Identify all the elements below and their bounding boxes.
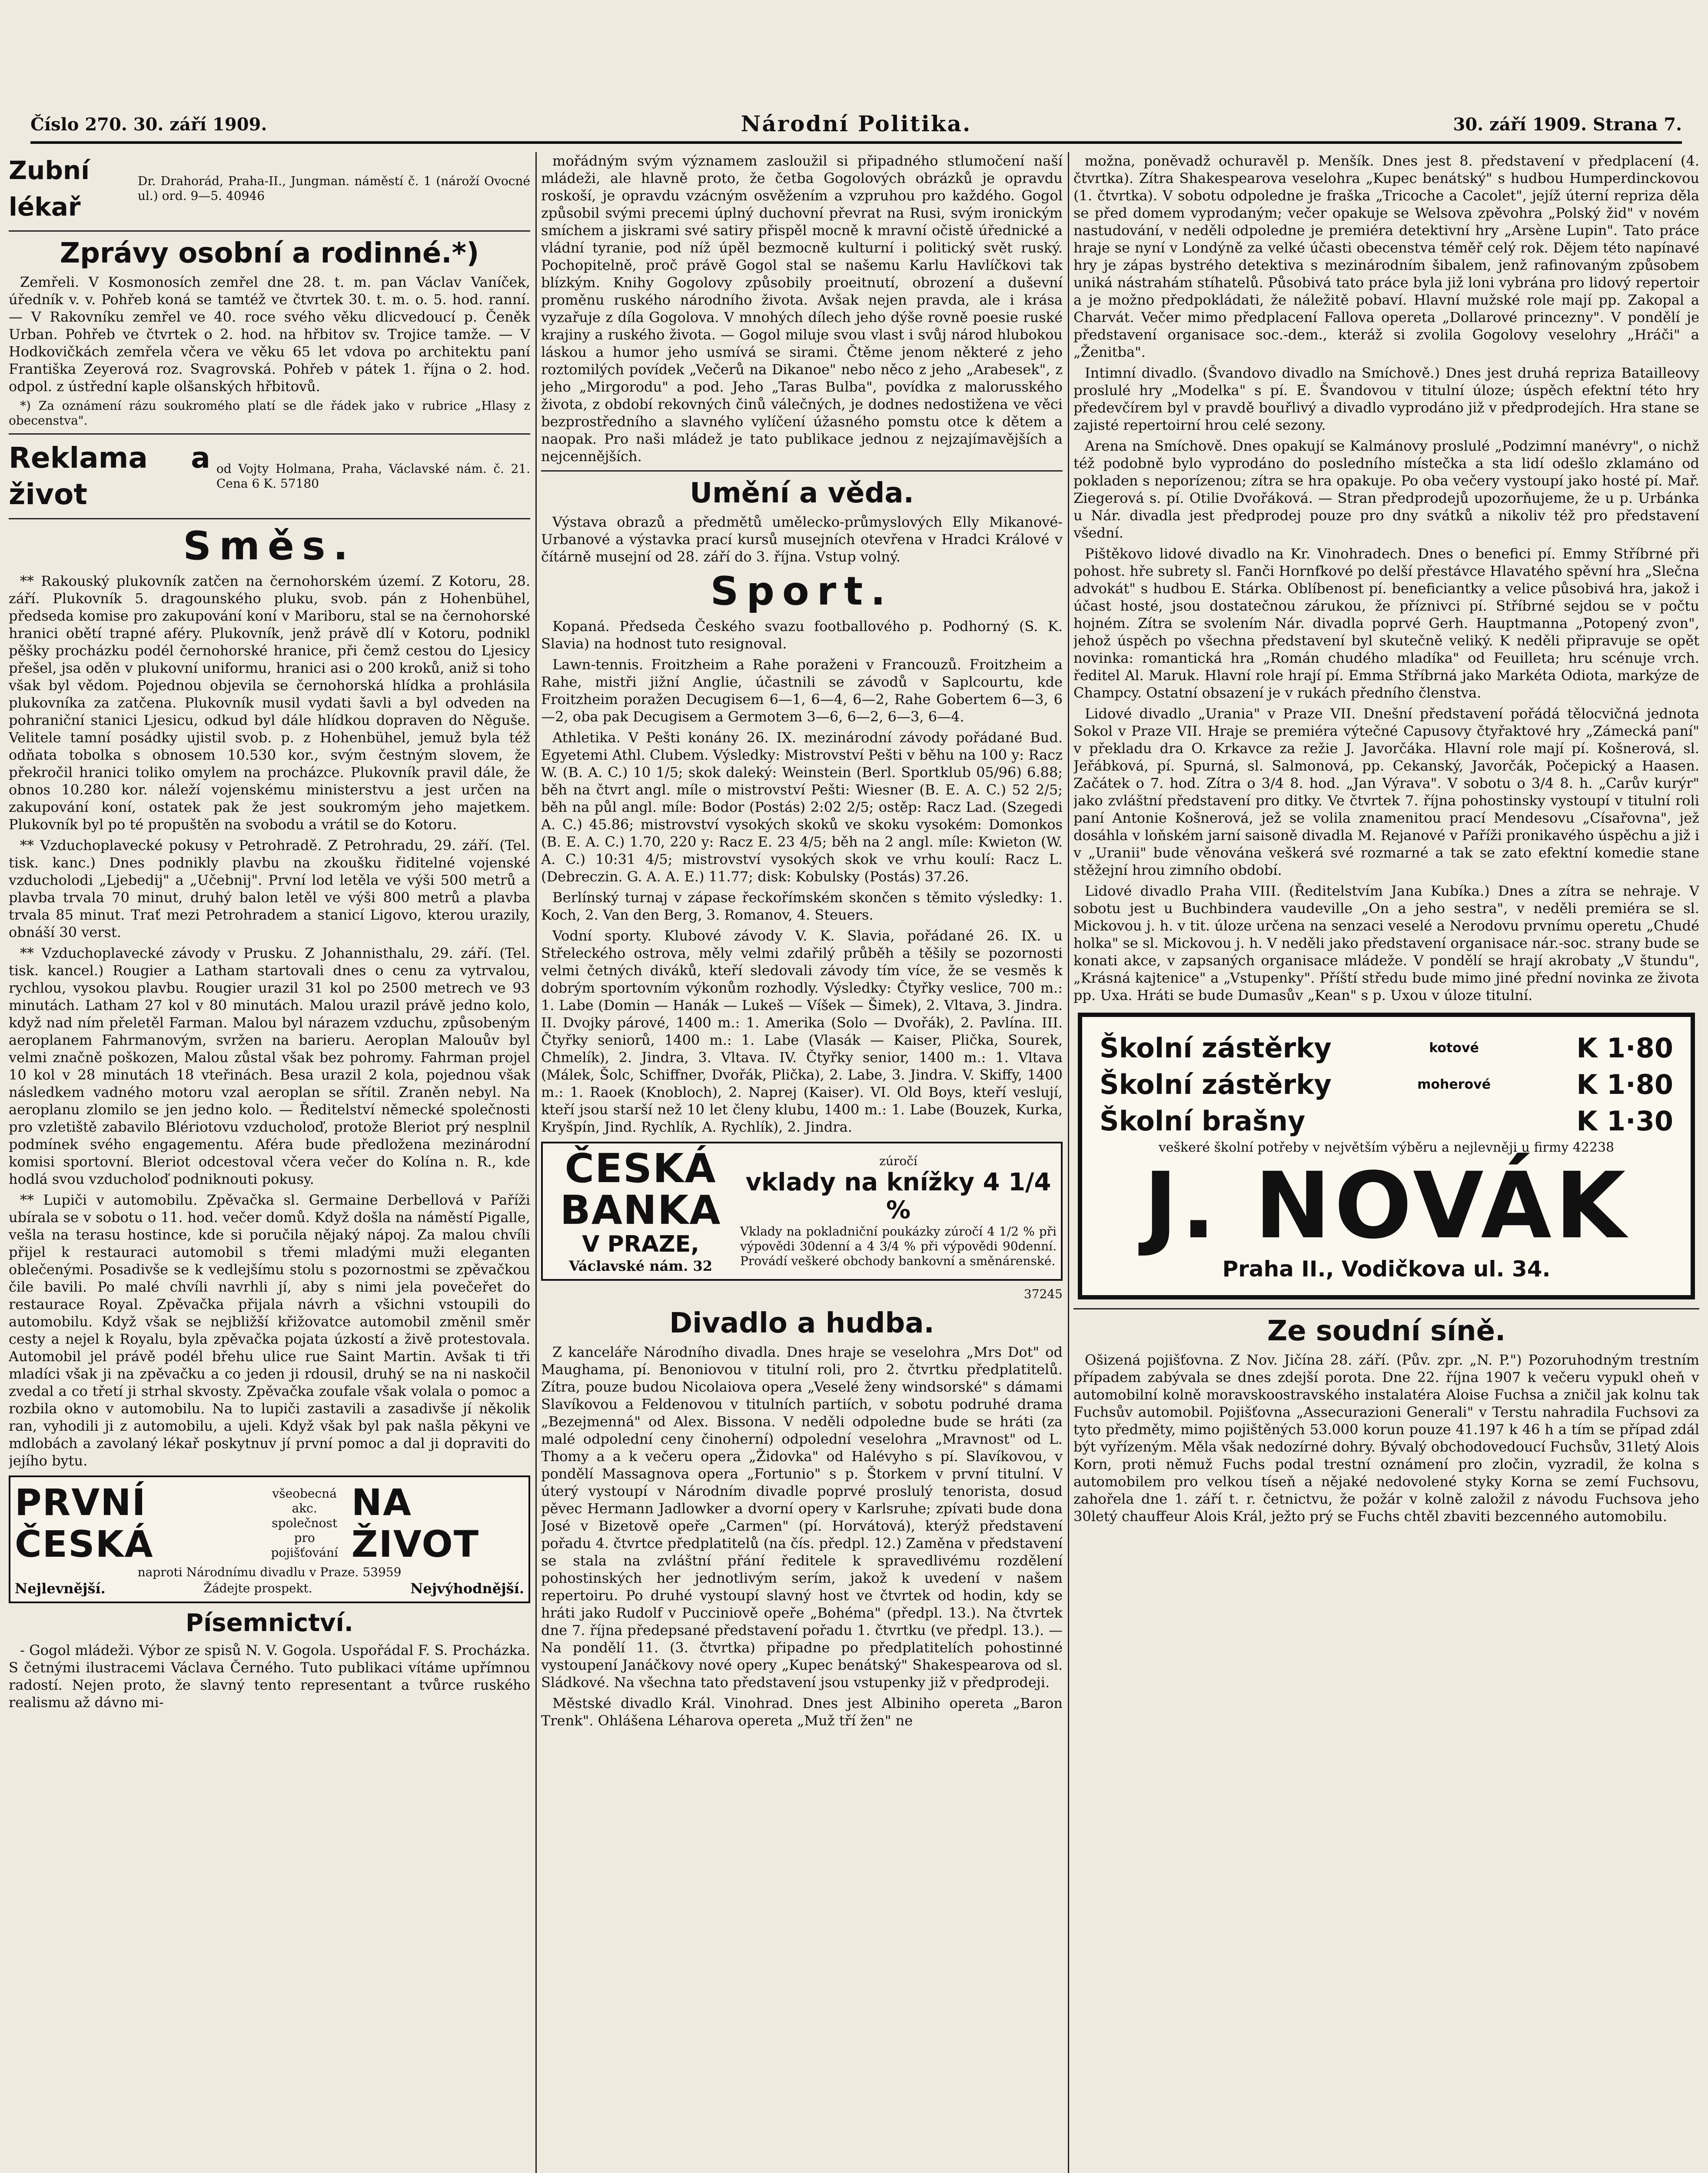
- soud-heading: Ze soudní síně.: [1267, 1315, 1506, 1347]
- ad-prvni-right: NA ŽIVOT: [351, 1481, 480, 1565]
- masthead: [30, 111, 1682, 144]
- smes-heading: Směs.: [183, 523, 356, 569]
- banka-right-text: Vklady na pokladniční poukázky zúročí 4 1/2 % při výpovědi 30denní a 4 3/4 % při výpovědi 90denní. Provádí veškeré obchody bankovní a směnárenské.: [740, 1224, 1057, 1268]
- novak-item-sub: moherové: [1417, 1077, 1491, 1092]
- novak-row: [1100, 1067, 1673, 1103]
- pisemnictvi-text: - Gogol mládeži. Výbor ze spisů N. V. Gogola. Uspořádal F. S. Procházka. S četnými ilustracemi Václava Černého. Tuto publikaci vítáme upřímnou radostí. Nejen proto, že slavný tento representant a tvůrce ruského realismu až dávno mi-: [9, 1642, 530, 1711]
- smes-article: ** Rakouský plukovník zatčen na černohorském území. Z Kotoru, 28. září. Plukovník 5. dragounského pluku, svob. pán z Hohenbühel, předseda komise pro zakupování koní v Mariboru, stal se na černohorské hranici obětí trapné aféry. Plukovník, jenž právě dlí v Kotoru, podnikl pěšky procházku podél černohorské hranice, při čemž cestou do Ljesicy přešel, jsa oděn v plukovní uniformu, hranici asi o 200 kroků, aniž si toho však byl vědom. Pojednou objevila se černohorská hlídka a prohlásila plukovníka za zatčena. Plukovník musil vydati šavli a byl odveden na pohraniční stanici Ljesicu, odkud byl dále hlídkou dopraven do Něguše. Velitele tamní posádky ujistil svob. p. z Hohenbühel, jemuž byla též odňata tobolka s obnosem 10.530 kor., svým čestným slovem, že překročil hranici toliko omylem na procházce. Plukovník pravil dále, že obnos 10.280 kor. náleží vojenskému ministerstvu a jest určen na zakupování koní, ostatek pak že jest soukromým jeho majetkem. Plukovník byl po té propuštěn na svobodu a vrátil se do Kotoru.: [9, 573, 530, 833]
- soud-article: Ošizená pojišťovna. Z Nov. Jičína 28. září. (Pův. zpr. „N. P.") Pozoruhodným trestním případem zabývala se dnes zdejší porota. Dne 22. října 1907 k večeru vypukl oheň v automobilní kolně moravskoostravského instalatéra Aloise Fuchsa a zničil jak kolnu tak Fuchsův automobil. Pojišťovna „Assecurazioni Generali" v Terstu nahradila Fuchsovi za tyto předměty, mimo pojištěných 53.000 korun pouze 41.197 k 46 h a tím se případ zdál být vyřízeným. Měla však nedozírné dohry. Bývalý obchodovedoucí Fuchsův, 31letý Alois Korn, proti němuž Fuchs podal trestní oznámení pro zločin, vyzradil, že kolna s automobilem pro velkou tíseň a nějaké nedovolené styky Korna se zemí Fuchsovu, zahořela dne 1. září t. r. četnictvu, že požár v kolně založil z návodu Fuchsova jeho 30letý chauffeur Alois Král, ježto prý se Fuchs chtěl zbaviti bezcenného automobilu.: [1073, 1352, 1699, 1525]
- smes-article: ** Vzduchoplavecké pokusy v Petrohradě. Z Petrohradu, 29. září. (Tel. tisk. kanc.) Dnes podnikly plavbu na zkoušku řiditelné vojenské vzducholodi „Ljebedij" a „Učebnij". První lod letěla ve výši 500 metrů a plavba trvala 70 minut, druhý balon letěl ve výši 800 metrů a plavba trvala 85 minut. Trať mezi Petrohradem a stanicí Ligovo, kterou urazily, obnáší 30 verst.: [9, 837, 530, 940]
- sport-article: Berlínský turnaj v zápase řeckořímském skončen s těmito výsledky: 1. Koch, 2. Van den Berg, 3. Romanov, 4. Steuers.: [541, 889, 1063, 923]
- theatre-article: Arena na Smíchově. Dnes opakují se Kalmánovy proslulé „Podzimní manévry", o nichž též podobně bylo vyprodáno do posledního místečka a sta lidí odešlo zklamáno od pokladen s neporízenou; zítra se hra opakuje. Po oba večery vystoupí jako hosté pí. Mař. Ziegerová s. pí. Otilie Dvořáková. — Stran předprodejů upozorňujeme, že u p. Urbánka u Nár. divadla jest předprodej pouze pro dny svátků a nikoliv též pro představení všední.: [1073, 438, 1699, 541]
- newspaper-title: Národní Politika.: [741, 111, 972, 136]
- ad-prvni-foot-right: Nejvýhodnější.: [410, 1580, 524, 1597]
- banka-number: 37245: [1023, 1287, 1063, 1301]
- novak-name: J. NOVÁK: [1143, 1153, 1629, 1259]
- banka-addr: Václavské nám. 32: [569, 1258, 712, 1274]
- column-divider: [535, 152, 537, 2173]
- smes-article: ** Vzduchoplavecké závody v Prusku. Z Johannisthalu, 29. září. (Tel. tisk. kancel.) Rougier a Latham startovali dnes o cenu za vytrvalou, rychlou, vysokou plavbu. Rougier urazil 31 kol po 2500 metrech ve 93 minutách. Latham 27 kol v 80 minutách. Malou urazil právě jedno kolo, když nad ním přeletěl Farman. Malou byl nárazem vzduchu, způsobeným aeroplanem Fahrmanovým, svržen na barieru. Aeroplan Malouův byl velmi značně poškozen, Malou zůstal však bez pohromy. Fahrman projel 10 kol v 28 minutách 18 vteřinách. Besa urazil 2 kola, pojednou však následkem vadného motoru vzal aeroplan se sřítil. Zraněn nebyl. Na aeroplanu zlomilo se jen jedno kolo. — Ředitelství německé společnosti pro vzletiště zabavilo Blériotovu vzducholoď, protože Bleriot prý nesplnil podmínek svého engagementu. Aféra bude předložena mezinárodní komisi sportovní. Bleriot odcestoval včera večer do Kolína n. R., kde hodlá svou vzducholoď podniknouti pokusy.: [9, 945, 530, 1187]
- novak-item: Školní zástěrky: [1100, 1069, 1332, 1100]
- umeni-text: Výstava obrazů a předmětů umělecko-průmyslových Elly Mikanové-Urbanové a výstavka prací kursů musejních otevřena v Hradci Králové v čítárně musejní od 28. září do 3. října. Vstup volný.: [541, 514, 1063, 565]
- novak-row: [1100, 1030, 1673, 1067]
- issue-info: Číslo 270. 30. září 1909.: [30, 114, 267, 135]
- column-2: [541, 152, 1063, 2173]
- reklama-title: Reklama a život: [9, 441, 210, 511]
- novak-desc: veškeré školní potřeby v největším výběru a nejlevněji u firmy 42238: [1158, 1140, 1615, 1155]
- page-number: 30. září 1909. Strana 7.: [1453, 114, 1682, 135]
- theatre-article: Lidové divadlo Praha VIII. (Ředitelstvím Jana Kubíka.) Dnes a zítra se nehraje. V sobotu jest u Buchbindera vaudeville „On a jeho sestra", v neděli premiéra se sl. Mickovou j. h. v tit. úloze určena na senzaci veselé a Nerodovu prvnímu operetu „Chudé holka" se sl. Mickovou j. h. V neděli jako představení organisace nár.-soc. strany bude se konati akce, v zapsaných organisace mládeže. V pondělí se hrají akrobaty „V štundu", „Krásná kajtenice" a „Vstupenky". Příští středu bude mimo jiné přední novinka ze života pp. Uxa. Hráti se bude Dumasův „Kean" s p. Uxou v úloze titulní.: [1073, 883, 1699, 1003]
- smes-article: ** Lupiči v automobilu. Zpěvačka sl. Germaine Derbellová v Paříži ubírala se v sobotu o 11. hod. večer domů. Když došla na náměstí Pigalle, vešla na terasu hostince, kde si poručila nějaký nápoj. Za malou chvíli přijel k restauraci automobil s třemi mladými muži eleganten oblečenými. Posadivše se k vedlejšímu stolu s pozornostmi se zpěvačkou čile bavili. Po malé chvíli navrhli jí, aby s nimi jela povečeřet do restaurace Royal. Zpěvačka přijala návrh a všichni vstoupili do automobilu. Když však se nejbližší křižovatce automobil změnil směr cesty a nejel k Royalu, byla zpěvačka pojata úzkostí a živě protestovala. Automobil jel právě podél břehu ulice rue Saint Martin. Avšak ti tři mladíci však ji na zpěvačku a co jeden ji rdousil, druhý se na ni naskočil zvedal a co třetí ji strhal skvosty. Zpěvačka zoufale však volala o pomoc a rozbila okno v automobilu. Na to lupiči zastavili a zasadivše jí několik ran, vyhodili ji z automobilu, a ujeli. Když však byl pak našla pěkyni ve mdlobách a zavolaný lékař poskytnuv jí první pomoc a dal ji dopraviti do jejího bytu.: [9, 1192, 530, 1469]
- zubni-lekar-title: Zubní lékař: [9, 156, 90, 222]
- zpravy-note: *) Za oznámení rázu soukromého platí se dle řádek jako v rubrice „Hlasy z obecenstva".: [9, 399, 530, 428]
- theatre-article: možna, poněvadž ochuravěl p. Menšík. Dnes jest 8. představení v předplacení (4. čtvrtka). Zítra Shakespearova veselohra „Kupec benátský" s hudbou Humperdinckovou (1. čtvrtka). V sobotu odpoledne je fraška „Tricoche a Cacolet", jejíž úterní repriza děla se před domem vyprodaným; večer opakuje se Welsova zpěvohra „Polský žid" v novém nastudování, v neděli odpoledne je premiéra detektivní hry „Arsène Lupin". Tato práce hraje se nyní v Londýně za velké účasti obecenstva téměř celý rok. Dějem této napínavé hry je zápas bystrého detektiva s mezinárodním šibalem, jenž rafinovaným způsobem uniká nástrahám stíhatelů. Působivá tato práce byla již loni vybrána pro lidový repertoir a je možno předpokládati, že náležitě pobaví. Hlavní mužské role mají pp. Zakopal a Charvát. Večer mimo předplacení Fallova opereta „Dollarové princezny". V pondělí je představení organisace soc.-dem., kteráž si zvolila Gogolovy veselohry „Hráči" a „Ženitba".: [1073, 153, 1699, 360]
- novak-item: Školní brašny: [1100, 1105, 1306, 1137]
- novak-item-sub: kotové: [1429, 1040, 1479, 1056]
- divider: [541, 470, 1063, 472]
- theatre-article: Intimní divadlo. (Švandovo divadlo na Smíchově.) Dnes jest druhá repriza Batailleovy proslulé hry „Modelka" s pí. E. Švandovou v titulní úloze; úspěch efektní této hry předevčírem byl v pravdě bouřlivý a divadlo vyprodáno již v předprodejích. Hra stane se zajisté repertoirní hrou celé sezony.: [1073, 365, 1699, 433]
- theatre-article: Pištěkovo lidové divadlo na Kr. Vinohradech. Dnes o benefici pí. Emmy Stříbrné při pohost. hře subrety sl. Fanči Hornfkové po delší přestávce Hlavatého spěvní hra „Slečna advokát" s hudbou E. Stárka. Oblíbenost pí. beneficiantky a velice působivá hra, jakož i účast hosté, jsou dostatečnou zárukou, že příznivci pí. Stříbrné sejdou se v počtu hojném. Zítra se svolením Nár. divadla poprvé Gerh. Hauptmanna „Potopený zvon", jehož úspěch po všechna představení byl skutečně veliký. K neděli připravuje se opět novinka: romantická hra „Román chudého mladíka" od Feuilleta; hru scénuje vrch. ředitel Al. Maruk. Hlavní role hrají pí. Emma Stříbrná jako Markéta Odiota, markýze de Champcy. Ostatní obsazení je v rukách předního členstva.: [1073, 545, 1699, 701]
- sport-article: Kopaná. Předseda Českého svazu footballového p. Podhorný (S. K. Slavia) na hodnost tuto resignoval.: [541, 618, 1063, 652]
- novak-addr: Praha II., Vodičkova ul. 34.: [1222, 1256, 1551, 1282]
- column-3: [1073, 152, 1699, 2173]
- banka-right-top: zúročí: [879, 1154, 917, 1168]
- ad-prvni-addr: naproti Národnímu divadlu v Praze. 53959: [137, 1565, 402, 1579]
- sport-article: Athletika. V Pešti konány 26. IX. mezinárodní závody pořádané Bud. Egyetemi Athl. Clubem. Výsledky: Mistrovství Pešti v běhu na 100 y: Racz W. (B. A. C.) 10 1/5; skok daleký: Weinstein (Berl. Sportklub 05/96) 6.88; běh na čtvrt angl. míle o mistrovství Pešti: Wiesner (B. E. A. C.) 52 2/5; běh na půl angl. míle: Bodor (Postás) 2:02 2/5; ostěp: Racz Lad. (Szegedi A. C.) 45.86; mistrovství vysokých skoků ve skoku vysokém: Domonkos (B. E. A. C.) 1.70, 220 y: Racz E. 23 4/5; běh na 2 angl. míle: Kwieton (W. A. C.) 10:31 4/5; mistrovství vysokých skok ve vrhu koulí: Racz L. (Debreczin. G. A. A. E.) 11.77; disk: Kobulsky (Postás) 37.26.: [541, 729, 1063, 885]
- prvni-ceska-ad: [9, 1475, 530, 1603]
- novak-price: K 1·80: [1576, 1032, 1673, 1064]
- reklama-ad: [9, 440, 530, 513]
- divider: [9, 433, 530, 435]
- ad-prvni-foot-left: Nejlevnější.: [15, 1580, 106, 1597]
- reklama-text: od Vojty Holmana, Praha, Václavské nám. č. 21. Cena 6 K. 57180: [216, 462, 530, 491]
- novak-price: K 1·80: [1576, 1069, 1673, 1100]
- zpravy-text: Zemřeli. V Kosmonosích zemřel dne 28. t. m. pan Václav Vaníček, úředník v. v. Pohřeb koná se tamtéž ve čtvrtek 30. t. m. o. 5. hod. ranní. — V Rakovníku zemřel ve 40. roce svého věku dlicvedoucí p. Čeněk Urban. Pohřeb ve čtvrtek o 2. hod. na hřbitov sv. Trojice tamže. — V Hodkovičkách zemřela včera ve věku 65 let vdova po architektu paní Františka Zeyerová roz. Svagrovská. Pohřeb v pátek 1. října o 2. hod. odpol. z ústřední kaple olšanských hřbitovů.: [9, 274, 530, 395]
- zubni-lekar-ad: [9, 152, 530, 225]
- theatre-article: Lidové divadlo „Urania" v Praze VII. Dnešní představení pořádá tělocvičná jednota Sokol v Praze VII. Hraje se premiéra výtečné Capusovy čtyřaktové hry „Zámecká paní" v překladu dra O. Krkavce za režie J. Javorčáka. Hlavní role mají pí. Košnerová, sl. Jeřábková, pí. Spurná, sl. Salmonová, pp. Cekanský, Javorčák, Počepický a Haasen. Začátek o 7. hod. Zítra o 3/4 8. hod. „Jan Výrava". V sobotu o 3/4 8. h. „Carův kurýr" jako zvláštní představení pro ditky. Ve čtvrtek 7. října pohostinsky vystoupí v titulní roli paní Antonie Košnerová, jež se volila znamenitou prací Mendesovu „Císařovna", jež dosáhla v loňském jarní saisoně divadla M. Rejanové v Paříži pronikavého úspěchu a již i v „Uranii" bude věnována veškerá své rozmarné a tak se zato efektní komedie stane stěžejní hrou zimního období.: [1073, 705, 1699, 878]
- zubni-lekar-text: Dr. Drahorád, Praha-II., Jungman. náměstí č. 1 (nároží Ovocné ul.) ord. 9—5. 40946: [137, 174, 530, 203]
- sport-article: Lawn-tennis. Froitzheim a Rahe poraženi v Francouzů. Froitzheim a Rahe, mistři jižní Anglie, účastnili se závodů v Saplcourtu, kde Froitzheim poražen Decugisem 6—1, 6—4, 6—2, Rahe Gobertem 6—3, 6—2, oba pak Decugisem a Germotem 3—6, 6—2, 6—3, 6—4.: [541, 656, 1063, 725]
- novak-row: [1100, 1103, 1673, 1140]
- banka-right-main: vklady na knížky 4 1/4 %: [745, 1168, 1051, 1224]
- column-1: [9, 152, 530, 2173]
- sport-heading: Sport.: [710, 568, 894, 614]
- divider: [1073, 1308, 1699, 1309]
- novak-price: K 1·30: [1576, 1105, 1673, 1137]
- ad-prvni-mid: všeobecná akc. společnost pro pojišťování: [271, 1486, 338, 1560]
- zpravy-heading: Zprávy osobní a rodinné.*): [60, 237, 479, 269]
- ad-prvni-left: PRVNÍ ČESKÁ: [15, 1481, 154, 1565]
- ad-prvni-foot-mid: Žádejte prospekt.: [203, 1581, 312, 1595]
- novak-item: Školní zástěrky: [1100, 1032, 1332, 1064]
- divadlo-article: Z kanceláře Národního divadla. Dnes hraje se veselohra „Mrs Dot" od Maughama, pí. Benoniovou v titulní roli, pro 2. čtvrtku předplatitelů. Zítra, pouze budou Nicolaiova opera „Veselé ženy windsorské" s dámami Slavíkovou a Feldenovou v titulních partiích, v sobotu podruhé drama „Bezejmenná" od Alex. Bissona. V neděli odpoledne bude se hráti (za malé odpolední ceny činoherní) odpolední veselohra „Mravnost" od L. Thomy a a k večeru opera „Židovka" od Halévyho s pí. Slavíkovou, v pondělí Massagnova opera „Fortunio" s p. Štorkem v první titulní. V úterý vystoupí v Národním divadle poprvé proslulý tenorista, dosud pěvec Hermann Jadlowker a dvorní opery v Karlsruhe; zpívati bude dona José v Bizetově opeře „Carmen" (pí. Horvátová), kterýž představení pořadu 4. čtvrtce předplatitelů (na čís. předpl. 12.) Zaměna v představení se stala na zvláštní přání ředitele k spravedlivému rozdělení pohostinských her jednotlivým serím, jakož k uvedení v našem repertoiru. Po druhé vystoupí slavný host ve čtvrtek od hodin, kdy se hráti jako Rudolf v Pucciniově opeře „Bohéma" (předpl. 13.). Na čtvrtek dne 7. října předepsané představení pořadu 1. čtvrtku (ve předpl. 13.). — Na pondělí 11. (3. čtvrtka) připadne po předplatitelích pohostinné vystoupení Janáčkovy nové opery „Kupec benátský" Shakespearova od sl. Sládkové. Na všechna tato představení jsou vstupenky již v předprodeji.: [541, 1344, 1063, 1691]
- divider: [9, 230, 530, 232]
- pisemnictvi-heading: Písemnictví.: [186, 1609, 353, 1637]
- divider: [9, 518, 530, 519]
- sport-article: Vodní sporty. Klubové závody V. K. Slavia, pořádané 26. IX. u Střeleckého ostrova, měly velmi zdařilý průběh a těšily se pozornosti velmi četných diváků, kteří sledovali závody tím více, že se vesměs k dobrým sportovním výkonům rozhodly. Výsledky: Čtyřky veslice, 700 m.: 1. Labe (Domin — Hanák — Lukeš — Víšek — Šimek), 2. Vltava, 3. Jindra. II. Dvojky párové, 1400 m.: 1. Amerika (Solo — Dvořák), 2. Pavlína. III. Čtyřky seniorů, 1400 m.: 1. Labe (Vlasák — Kaiser, Plička, Sourek, Chmelík), 2. Jindra, 3. Vltava. IV. Čtyřky senior, 1400 m.: 1. Vltava (Málek, Šolc, Schiffner, Dvořák, Plička), 2. Labe, 3. Jindra. V. Skiffy, 1400 m.: 1. Raoek (Knobloch), 2. Naprej (Kaiser). VI. Old Boys, kteří veslují, kteří jsou starší než 10 let členy klubu, 1400 m.: 1. Labe (Bouzek, Kurka, Kryšpín, Jind. Rychlík, A. Rychlík), 2. Jindra.: [541, 927, 1063, 1135]
- divadlo-heading: Divadlo a hudba.: [669, 1307, 934, 1339]
- umeni-heading: Umění a věda.: [690, 477, 914, 509]
- gogol-continued: mořádným svým významem zasloužil si připadného stlumočení naší mládeži, ale hlavně proto, že četba Gogolových obrázků je opravdu roskoší, je opravdu vzácným osvěžením a vzpruhou pro každého. Gogol způsobil svými precemi úplný duchovní převrat na Rusi, svým ironickým smíchem a jiskrami své satiry přispěl mocně k mravní očistě úřednické a vládní tyranie, pod níž úpěl bezmocně kulturní i politický svět ruský. Pochopitelně, proč právě Gogol stal se našemu Karlu Havlíčkovi tak blízkým. Knihy Gogolovy způsobily proeitnutí, obrození a duševní proměnu ruského národního života. Avšak nejen pravda, ale i krása vyzařuje z díla Gogolova. V mnohých dílech jeho dýše rovně poesie ruské krajiny a ruského života. — Gogol miluje svou vlast i svůj národ hlubokou láskou a humor jeho usmívá se sirami. Čtěme jenom některé z jeho roztomilých povídek „Večerů na Dikanoe" nebo něco z jeho „Arabesek", z jeho „Mirgorodu" a pod. Jeho „Taras Bulba", povídka z malorusského života, z období rekovných činů válečných, je dodnes nedostižena ve věci bezprostředního a slavného vylíčení úžasného pomstu otce k dětem a naopak. Pro naši mládež je tato publikace jednou z nejzajímavějších a nejcennějších.: [541, 153, 1063, 465]
- banka-city: V PRAZE,: [582, 1231, 699, 1257]
- banka-title-1: ČESKÁ: [565, 1145, 717, 1192]
- column-divider: [1068, 152, 1069, 2173]
- ceska-banka-ad: [541, 1142, 1063, 1281]
- novak-ad: [1078, 1013, 1695, 1299]
- divadlo-article: Městské divadlo Král. Vinohrad. Dnes jest Albiniho opereta „Baron Trenk". Ohlášena Léharova opereta „Muž tří žen" ne: [541, 1695, 1063, 1729]
- banka-title-2: BANKA: [560, 1187, 721, 1233]
